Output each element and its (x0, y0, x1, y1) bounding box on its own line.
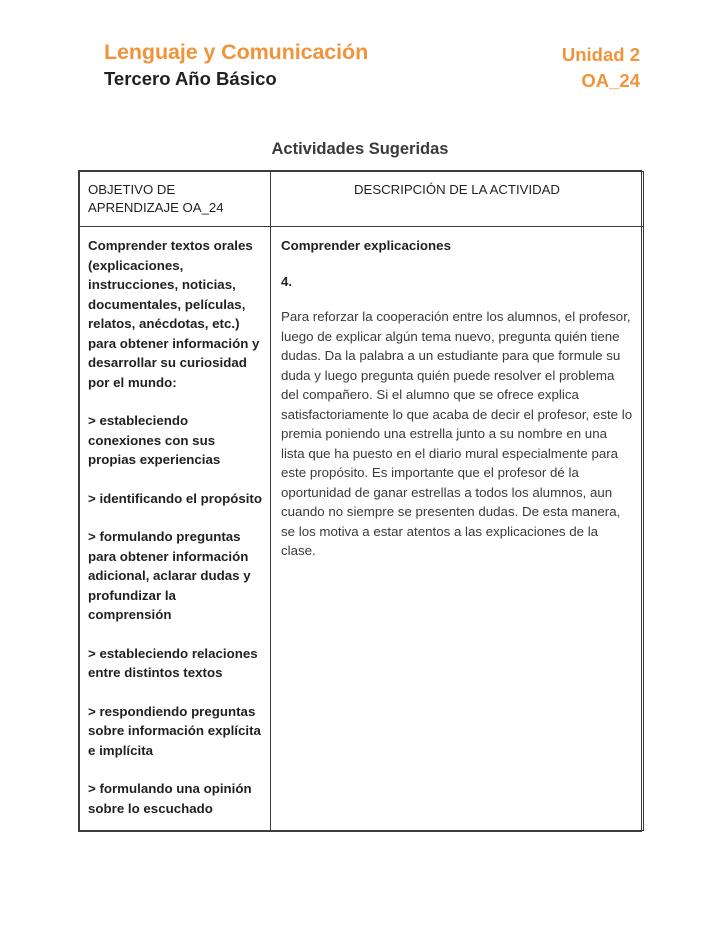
header-left-block (104, 40, 368, 90)
grade-title: Tercero Año Básico (104, 68, 277, 89)
activities-table (78, 170, 642, 832)
activity-body: Para reforzar la cooperación entre los alumnos, el profesor, luego de explicar algún tema nuevo, pregunta quién tiene dudas. Da la palabra a un estudiante para que formule su duda y luego pregunta quién puede resolver el problema del compañero. Si el alumno que se ofrece explica satisfactoriamente lo que acaba de decir el profesor, este lo premia poniendo una estrella junto a su nombre en una lista que ha puesto en el diario mural especialmente para este propósito. Es importante que el profesor dé la oportunidad de ganar estrellas a todos los alumnos, aun cuando no siempre se presenten dudas. De esta manera, se los motiva a estar atentos a las explicaciones de la clase. (281, 309, 633, 558)
table-header-row (80, 172, 644, 227)
objective-item: > estableciendo conexiones con sus propias experiencias (88, 413, 221, 467)
section-title: Actividades Sugeridas (271, 140, 449, 158)
objective-item: > respondiendo preguntas sobre información explícita e implícita (88, 703, 261, 758)
objective-item: > formulando una opinión sobre lo escuchado (88, 781, 252, 816)
activity-heading: Comprender explicaciones (281, 238, 451, 253)
activity-cell (271, 227, 644, 831)
objective-item: > formulando preguntas para obtener información adicional, aclarar dudas y profundizar la comprensión (88, 529, 251, 622)
table-body-row (80, 227, 644, 831)
objective-cell (80, 227, 271, 831)
header-cell-description: DESCRIPCIÓN DE LA ACTIVIDAD (271, 172, 644, 227)
objective-item: > estableciendo relaciones entre distintos textos (88, 645, 258, 680)
subject-title: Lenguaje y Comunicación (104, 40, 369, 64)
unit-label: Unidad 2 (561, 44, 640, 65)
document-header (104, 40, 640, 92)
oa-code-label: OA_24 (581, 70, 640, 91)
activity-number: 4. (281, 273, 293, 289)
header-cell-objective: OBJETIVO DE APRENDIZAJE OA_24 (80, 172, 271, 227)
objective-intro: Comprender textos orales (explicaciones, instrucciones, noticias, documentales, películas, relatos, anécdotas, etc.) para obtener información y desarrollar su curiosidad por el mundo: (88, 238, 260, 390)
objective-item: > identificando el propósito (88, 490, 262, 506)
header-right-block (562, 40, 640, 92)
